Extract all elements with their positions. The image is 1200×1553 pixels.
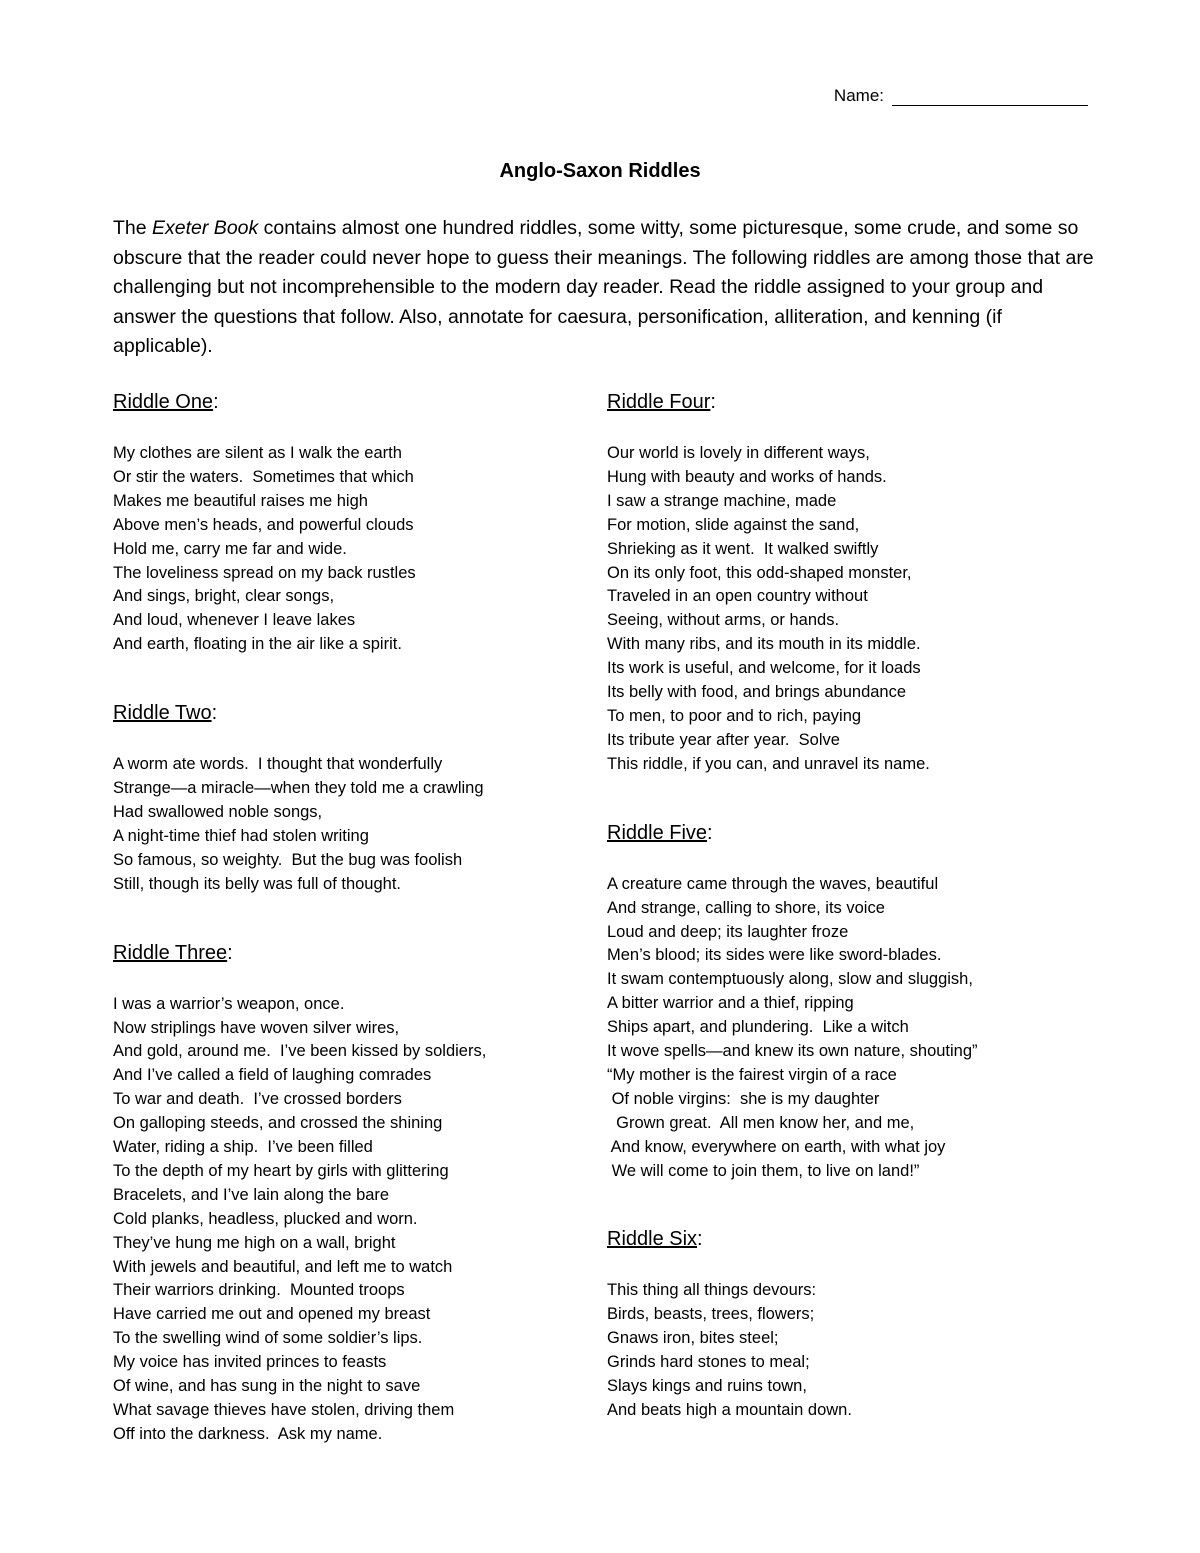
riddle-line: And I’ve called a field of laughing comrades [113, 1066, 432, 1085]
riddle-line: So famous, so weighty. But the bug was foolish [113, 850, 463, 869]
intro-prefix: The [113, 217, 153, 239]
riddle-line: Its work is useful, and welcome, for it loads [607, 659, 921, 678]
riddle-line: What savage thieves have stolen, driving them [113, 1401, 455, 1419]
riddle-line: They’ve hung me high on a wall, bright [113, 1233, 396, 1252]
riddle-line: Ships apart, and plundering. Like a witch [607, 1018, 909, 1037]
riddle-line: I was a warrior’s weapon, once. [113, 994, 345, 1013]
riddle-line: And loud, whenever I leave lakes [113, 611, 356, 630]
riddle-line: Its belly with food, and brings abundance [607, 683, 907, 702]
riddle-line: My voice has invited princes to feasts [113, 1353, 387, 1372]
riddle-lines [113, 442, 583, 657]
riddle-line: On galloping steeds, and crossed the shining [113, 1114, 443, 1133]
riddle-line: Water, riding a ship. I’ve been filled [113, 1138, 373, 1157]
riddle-line: “My mother is the fairest virgin of a race [607, 1065, 897, 1084]
riddle-one: Riddle One: My clothes are silent as I walk the earth Or stir the waters. Sometimes that which Makes me beautiful raises me high Above men’s heads, and powerful clouds Hold me, carry me far and wide. The loveliness spread on my back rustles And sings, bright, clear songs, And loud, whenever I leave lakes And earth, floating in the air like a spirit. [113, 388, 583, 657]
name-blank-line[interactable] [892, 87, 1088, 106]
riddle-line: Our world is lovely in different ways, [607, 444, 870, 462]
name-field [834, 86, 1088, 106]
riddle-lines [607, 873, 1077, 1184]
intro-paragraph [113, 214, 1103, 362]
riddle-line: And know, everywhere on earth, with what joy [607, 1137, 946, 1156]
right-column [607, 388, 1077, 1423]
riddle-heading: Riddle Four [607, 391, 711, 413]
riddle-five: Riddle Five: A creature came through the waves, beautiful And strange, calling to shore, its voice Loud and deep; its laughter froze Men’s blood; its sides were like sword-blades. It swam contemptuously along, slow and sluggish, A bitter warrior and a thief, ripping Ships apart, and plundering. Like a witch It wove spells—and knew its own nature, shouting” “My mother is the fairest virgin of a race Of noble virgins: she is my daughter Grown great. All men know her, and me, And know, everywhere on earth, with what joy We will come to join them, to live on land!” [607, 819, 1077, 1184]
riddle-line: Its tribute year after year. Solve [607, 730, 840, 749]
riddle-line: This thing all things devours: [607, 1281, 817, 1300]
riddle-line: Have carried me out and opened my breast [113, 1305, 431, 1324]
intro-text: contains almost one hundred riddles, some witty, some picturesque, some crude, and some so obscure that the reader could never hope to guess their meanings. The following riddles are among those that are challenging but not incomprehensible to the modern day reader. Read the riddle assigned to your group and answer the questions that follow. Also, annotate for caesura, personification, alliteration, and kenning (if applicable). [113, 217, 1094, 357]
riddle-line: A bitter warrior and a thief, ripping [607, 994, 854, 1013]
riddle-heading: Riddle Two [113, 702, 212, 725]
riddle-line: Seeing, without arms, or hands. [607, 611, 840, 630]
riddle-line: Grown great. All men know her, and me, [607, 1113, 915, 1132]
riddle-six: Riddle Six: This thing all things devours: Birds, beasts, trees, flowers; Gnaws iron, bites steel; Grinds hard stones to meal; Slays kings and ruins town, And beats high a mountain down. [607, 1225, 1077, 1422]
riddle-line: Bracelets, and I’ve lain along the bare [113, 1185, 390, 1204]
riddle-line: Still, though its belly was full of thought. [113, 874, 401, 893]
riddle-lines [113, 753, 583, 896]
riddle-line: I saw a strange machine, made [607, 491, 837, 510]
riddle-line: Traveled in an open country without [607, 587, 868, 606]
riddle-line: Birds, beasts, trees, flowers; [607, 1305, 815, 1324]
riddle-line: Off into the darkness. Ask my name. [113, 1424, 383, 1443]
riddle-line: Slays kings and ruins town, [607, 1377, 807, 1396]
riddle-line: Or stir the waters. Sometimes that which [113, 467, 414, 486]
name-label: Name: [833, 86, 884, 105]
riddle-line: The loveliness spread on my back rustles [113, 563, 416, 582]
riddle-line: And beats high a mountain down. [607, 1401, 852, 1419]
riddle-four: Riddle Four: Our world is lovely in different ways, Hung with beauty and works of hands. I saw a strange machine, made For motion, slide against the sand, Shrieking as it went. It walked swiftly On its only foot, this odd-shaped monster, Traveled in an open country without Seeing, without arms, or hands. With many ribs, and its mouth in its middle. Its work is useful, and welcome, for it loads Its belly with food, and brings abundance To men, to poor and to rich, paying Its tribute year after year. Solve This riddle, if you can, and unravel its name. [607, 388, 1077, 777]
riddle-line: My clothes are silent as I walk the earth [113, 444, 402, 462]
riddle-line: Their warriors drinking. Mounted troops [113, 1281, 405, 1300]
riddle-line: Had swallowed noble songs, [113, 802, 323, 821]
riddle-line: This riddle, if you can, and unravel its name. [607, 754, 930, 773]
riddle-line: With jewels and beautiful, and left me to watch [113, 1257, 453, 1276]
riddle-line: Hold me, carry me far and wide. [113, 539, 347, 558]
riddle-line: Shrieking as it went. It walked swiftly [607, 539, 879, 558]
riddle-line: For motion, slide against the sand, [607, 515, 860, 534]
riddle-line: A night-time thief had stolen writing [113, 826, 369, 845]
riddle-line: To the swelling wind of some soldier’s lips. [113, 1329, 423, 1348]
page-title: Anglo-Saxon Riddles [499, 160, 701, 182]
intro-book-title: Exeter Book [152, 217, 259, 239]
riddle-line: Cold planks, headless, plucked and worn. [113, 1209, 418, 1228]
riddle-line: To the depth of my heart by girls with glittering [113, 1161, 449, 1180]
riddle-line: With many ribs, and its mouth in its middle. [607, 635, 921, 654]
riddle-line: We will come to join them, to live on land!” [607, 1161, 920, 1180]
riddle-three: Riddle Three: I was a warrior’s weapon, once. Now striplings have woven silver wires, And gold, around me. I’ve been kissed by soldiers, And I’ve called a field of laughing comrades To war and death. I’ve crossed borders On galloping steeds, and crossed the shining Water, riding a ship. I’ve been filled To the depth of my heart by girls with glittering Bracelets, and I’ve lain along the bare Cold planks, headless, plucked and worn. They’ve hung me high on a wall, bright With jewels and beautiful, and left me to watch Their warriors drinking. Mounted troops Have carried me out and opened my breast To the swelling wind of some soldier’s lips. My voice has invited princes to feasts Of wine, and has sung in the night to save What savage thieves have stolen, driving them Off into the darkness. Ask my name. [113, 939, 583, 1447]
riddle-line: Strange—a miracle—when they told me a crawling [113, 779, 484, 798]
riddle-line: Makes me beautiful raises me high [113, 491, 368, 510]
riddle-line: To war and death. I’ve crossed borders [113, 1090, 402, 1109]
riddle-heading: Riddle Three [113, 941, 228, 964]
riddle-line: Above men’s heads, and powerful clouds [113, 515, 414, 534]
riddle-line: And sings, bright, clear songs, [113, 587, 335, 606]
riddle-line: Of noble virgins: she is my daughter [607, 1089, 880, 1108]
riddle-heading: Riddle One [113, 391, 214, 413]
riddle-lines [607, 442, 1077, 777]
riddle-line: A worm ate words. I thought that wonderfully [113, 755, 443, 774]
riddle-lines [113, 993, 583, 1447]
riddle-line: A creature came through the waves, beautiful [607, 874, 939, 893]
riddle-line: It wove spells—and knew its own nature, shouting” [607, 1042, 978, 1061]
riddle-heading: Riddle Six [607, 1228, 698, 1251]
riddle-line: Grinds hard stones to meal; [607, 1353, 810, 1372]
riddle-line: Gnaws iron, bites steel; [607, 1329, 779, 1348]
riddle-line: Of wine, and has sung in the night to save [113, 1377, 421, 1396]
riddle-two: Riddle Two: A worm ate words. I thought that wonderfully Strange—a miracle—when they told me a crawling Had swallowed noble songs, A night-time thief had stolen writing So famous, so weighty. But the bug was foolish Still, though its belly was full of thought. [113, 699, 583, 896]
riddle-line: Hung with beauty and works of hands. [607, 467, 887, 486]
riddle-line: It swam contemptuously along, slow and sluggish, [607, 970, 973, 989]
riddle-line: To men, to poor and to rich, paying [607, 706, 862, 725]
riddle-line: Now striplings have woven silver wires, [113, 1018, 400, 1037]
riddle-line: Loud and deep; its laughter froze [607, 922, 849, 941]
riddle-heading: Riddle Five [607, 821, 708, 844]
riddle-lines [607, 1279, 1077, 1422]
riddle-line: On its only foot, this odd-shaped monster, [607, 563, 912, 582]
riddle-line: And strange, calling to shore, its voice [607, 898, 885, 917]
riddle-line: And gold, around me. I’ve been kissed by soldiers, [113, 1042, 487, 1061]
left-column [113, 388, 583, 1447]
riddle-line: Men’s blood; its sides were like sword-blades. [607, 946, 942, 965]
riddle-line: And earth, floating in the air like a spirit. [113, 635, 402, 654]
